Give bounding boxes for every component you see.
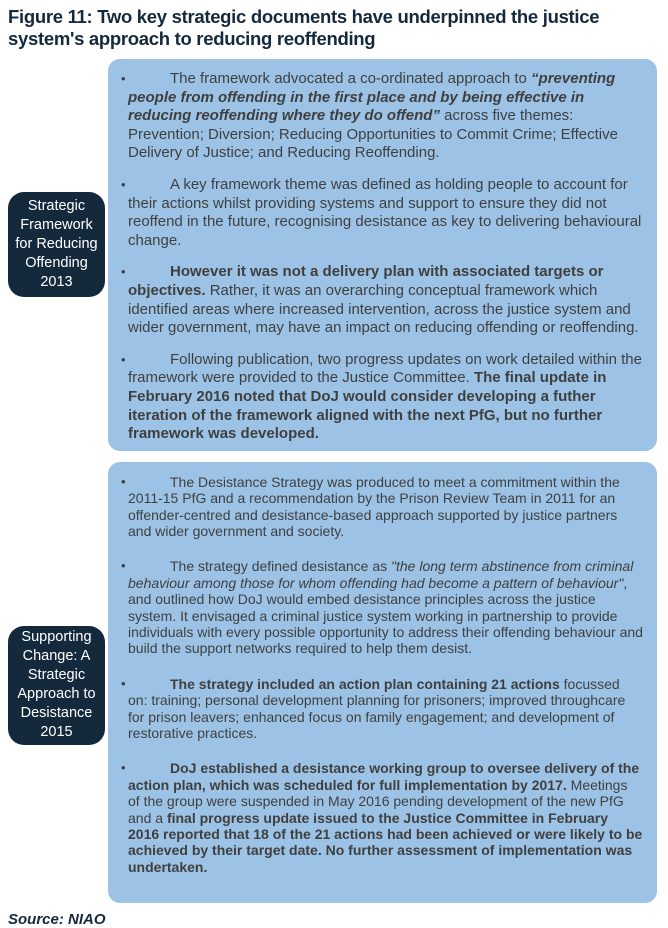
bullet-icon: • [121, 760, 126, 776]
label-line: Change: A [22, 648, 91, 665]
label-line: Approach to [17, 686, 96, 703]
bullet-text: The strategy defined desistance as "the long term abstinence from criminal behaviour among those for whom offending had become a pattern of behaviour", and outlined how DoJ would embed desistance principles across the justice system. It envisaged a criminal justice system working in partnership to provide individuals with every possible opportunity to address their offending behaviour and build the support networks required to help them desist. [128, 558, 643, 657]
strategic-framework-2013-label-box [8, 192, 105, 297]
bullet-icon: • [121, 473, 126, 489]
supporting-change-2015-label-box [8, 626, 105, 745]
label-line: 2015 [40, 724, 73, 741]
label-line: for Reducing [15, 236, 98, 252]
bullet-icon: • [121, 675, 126, 691]
bullet-item [121, 70, 643, 163]
bullet-item [121, 263, 643, 337]
bullet-item [121, 473, 643, 540]
label-line: Desistance [20, 705, 93, 722]
label-line: Framework [20, 217, 93, 233]
supporting-change-2015-content-box [108, 462, 657, 903]
bullet-icon: • [121, 71, 126, 86]
bullet-item [121, 175, 643, 250]
bullet-text: However it was not a delivery plan with associated targets or objectives. Rather, it was an overarching conceptual framework which identified areas where increased intervention, across the justice system and wider government, may have an impact on reducing offending or reoffending. [128, 263, 639, 337]
bullet-text: DoJ established a desistance working group to oversee delivery of the action plan, which was scheduled for full implementation by 2017. Meetings of the group were suspended in May 2016 pending development of the new PfG and a final progress update issued to the Justice Committee in February 2016 reported that 18 of the 21 actions had been achieved or were likely to be achieved by their target date. No further assessment of implementation was undertaken. [128, 760, 643, 875]
bullet-text: The Desistance Strategy was produced to meet a commitment within the 2011-15 PfG and a recommendation by the Prison Review Team in 2011 for an offender-centred and desistance-based approach supported by justice partners and wider government and society. [128, 473, 620, 539]
label-line: Offending [25, 255, 88, 271]
bullet-text: A key framework theme was defined as holding people to account for their actions whilst providing systems and support to ensure they did not reoffend in the future, recognising desistance as key to delivering behavioural change. [128, 175, 642, 249]
strategic-framework-2013-row [8, 59, 662, 451]
bullet-icon: • [121, 264, 126, 280]
label-line: Strategic [27, 198, 86, 214]
label-line: 2013 [40, 274, 73, 290]
bullet-text: The framework advocated a co-ordinated approach to “preventing people from offending in the first place and by being effective in reducing reoffending where they do offend” across five themes: Prevention; Diversion; Reducing Opportunities to Commit Crime; Effective Delivery of Justice; and Reducing Reoffending. [128, 70, 618, 162]
label-line: Supporting [21, 629, 92, 646]
strategic-framework-2013-content-box [108, 59, 657, 451]
figure-title: Figure 11: Two key strategic documents have underpinned the justice system's approach to reducing reoffending [8, 6, 600, 49]
supporting-change-2015-row [8, 462, 662, 903]
bullet-item [121, 760, 643, 875]
label-line: Strategic [27, 667, 86, 684]
source-note: Source: NIAO [8, 910, 106, 928]
bullet-item [121, 350, 643, 444]
bullet-item [121, 558, 643, 657]
bullet-icon: • [121, 176, 126, 192]
bullet-icon: • [121, 351, 126, 367]
bullet-item [121, 675, 643, 742]
bullet-text: The strategy included an action plan containing 21 actions focussed on: training; personal development planning for prisoners; improved throughcare for prison leavers; enhanced focus on family engagement; and development of restorative practices. [128, 675, 626, 741]
bullet-text: Following publication, two progress updates on work detailed within the framework were provided to the Justice Committee. The final update in February 2016 noted that DoJ would consider developing a futher iteration of the framework aligned with the next PfG, but no further framework was developed. [128, 350, 642, 443]
bullet-icon: • [121, 558, 126, 574]
